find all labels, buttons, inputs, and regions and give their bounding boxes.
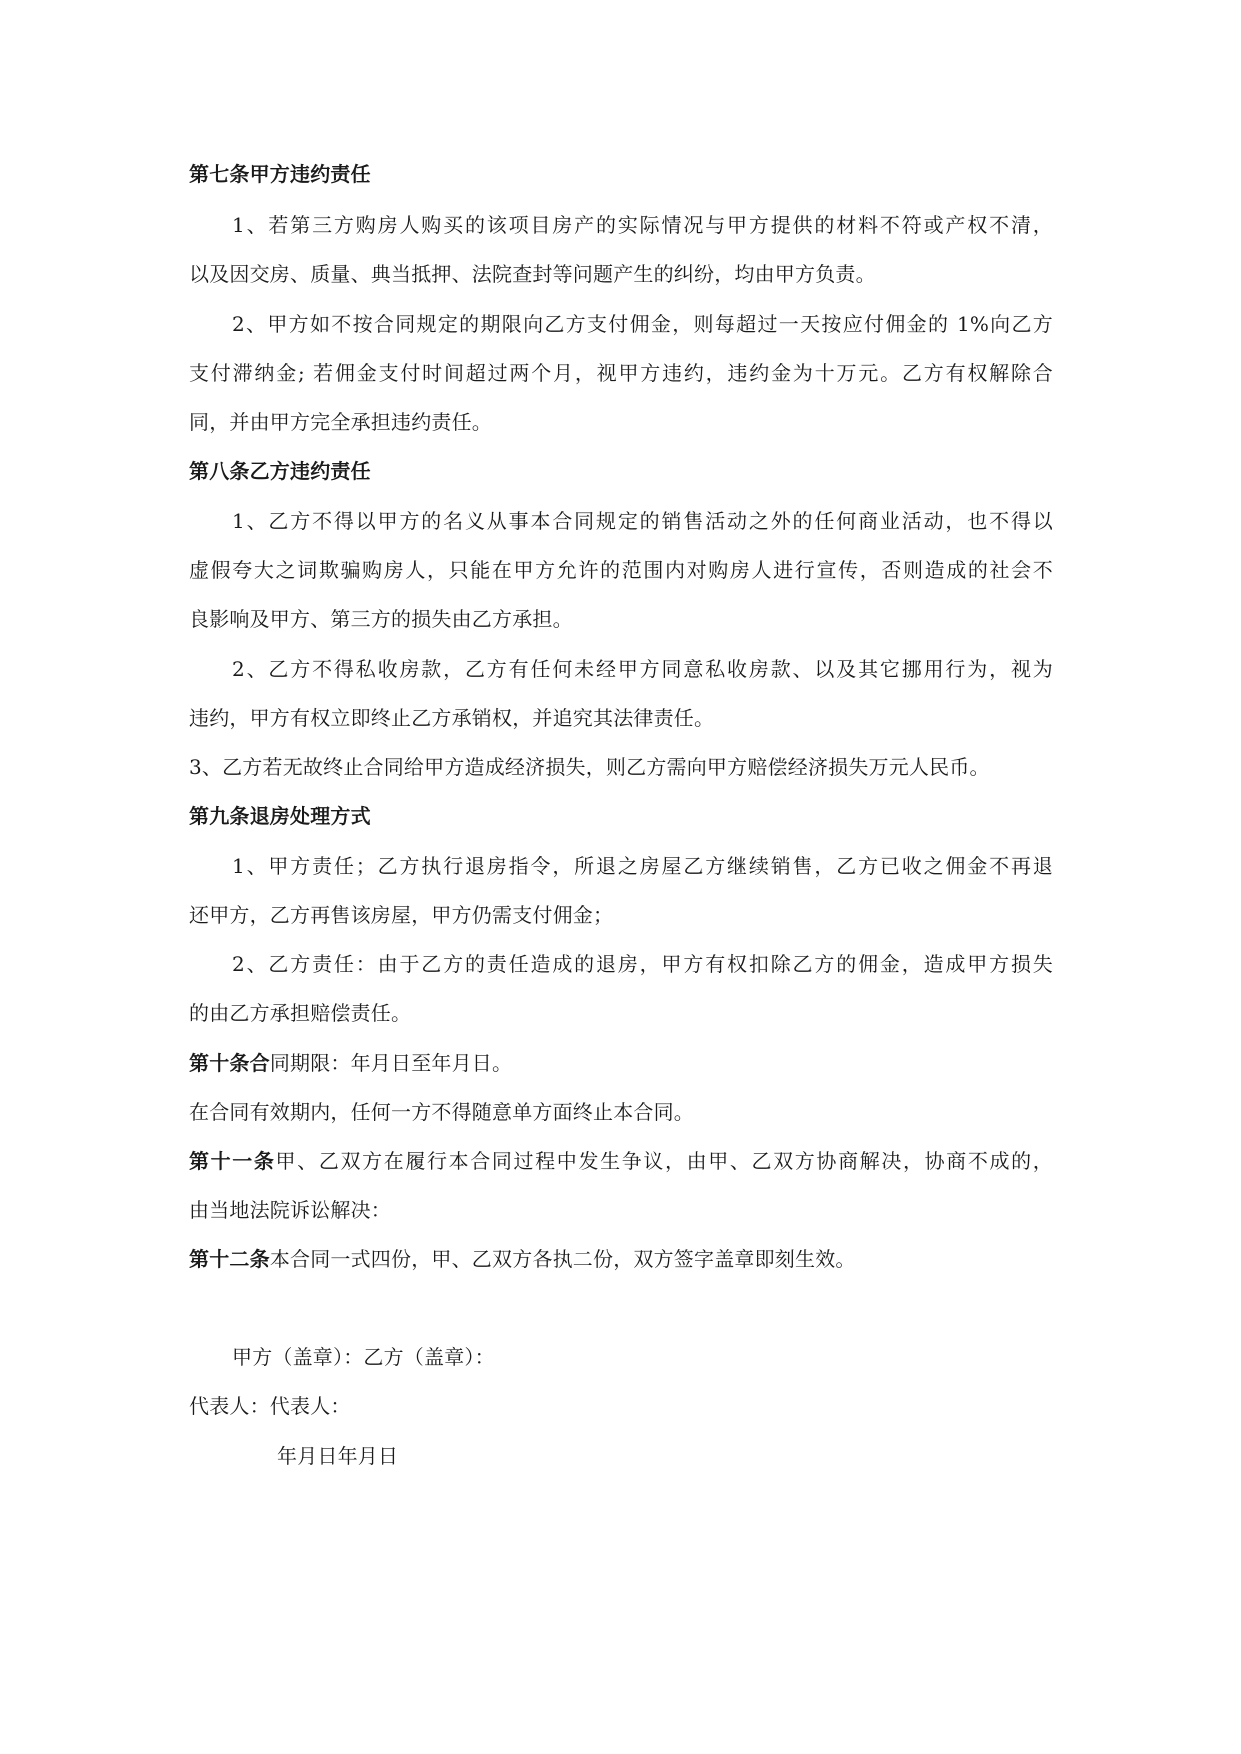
article-8-clause-1-line-3: 良影响及甲方、第三方的损失由乙方承担。 [189,607,573,631]
article-8-clause-1-line-1: 1、乙方不得以甲方的名义从事本合同规定的销售活动之外的任何商业活动，也不得以 [232,509,1053,533]
article-7-clause-1-line-2: 以及因交房、质量、典当抵押、法院查封等问题产生的纠纷，均由甲方负责。 [189,262,876,286]
article-7-title: 第七条甲方违约责任 [189,162,371,186]
signature-representatives: 代表人：代表人： [189,1394,351,1418]
article-8-clause-3-line-1: 3、乙方若无故终止合同给甲方造成经济损失，则乙方需向甲方赔偿经济损失万元人民币。 [189,755,990,779]
article-12-line [189,1246,856,1272]
article-8-clause-2-line-2: 违约，甲方有权立即终止乙方承销权，并追究其法律责任。 [189,706,715,730]
article-10-label: 第十条合 [189,1051,270,1075]
article-10-text: 同期限：年月日至年月日。 [269,1051,513,1075]
article-9-clause-2-line-1: 2、乙方责任：由于乙方的责任造成的退房，甲方有权扣除乙方的佣金，造成甲方损失 [232,952,1053,976]
article-9-clause-1-line-1: 1、甲方责任；乙方执行退房指令，所退之房屋乙方继续销售，乙方已收之佣金不再退 [232,854,1053,878]
article-9-clause-1-line-2: 还甲方，乙方再售该房屋，甲方仍需支付佣金； [189,903,614,927]
article-7-clause-1-line-1: 1、若第三方购房人购买的该项目房产的实际情况与甲方提供的材料不符或产权不清， [232,213,1053,237]
article-7-clause-2-line-1: 2、甲方如不按合同规定的期限向乙方支付佣金，则每超过一天按应付佣金的 1%向乙方 [232,312,1053,336]
article-7-clause-2-line-3: 同，并由甲方完全承担违约责任。 [189,410,492,434]
article-8-clause-1-line-2: 虚假夸大之词欺骗购房人，只能在甲方允许的范围内对购房人进行宣传，否则造成的社会不 [189,558,1053,582]
signature-parties: 甲方（盖章）：乙方（盖章）： [232,1345,495,1369]
article-11-line-2: 由当地法院诉讼解决： [189,1198,391,1222]
article-12-text: 本合同一式四份，甲、乙双方各执二份，双方签字盖章即刻生效。 [269,1247,856,1271]
article-10-line [189,1050,512,1076]
article-7-clause-2-line-2: 支付滞纳金; 若佣金支付时间超过两个月，视甲方违约，违约金为十万元。乙方有权解除合 [189,361,1053,385]
article-11-line-1 [189,1148,1053,1174]
article-8-clause-2-line-1: 2、乙方不得私收房款，乙方有任何未经甲方同意私收房款、以及其它挪用行为，视为 [232,657,1053,681]
article-10-note: 在合同有效期内，任何一方不得随意单方面终止本合同。 [189,1100,694,1124]
article-12-label: 第十二条 [189,1247,270,1271]
article-8-title: 第八条乙方违约责任 [189,459,371,483]
article-9-clause-2-line-2: 的由乙方承担赔偿责任。 [189,1001,412,1025]
article-9-title: 第九条退房处理方式 [189,804,371,828]
signature-dates: 年月日年月日 [277,1444,399,1468]
article-11-text-line-1: 甲、乙双方在履行本合同过程中发生争议，由甲、乙双方协商解决，协商不成的， [275,1149,1053,1173]
article-11-label: 第十一条 [189,1149,276,1173]
